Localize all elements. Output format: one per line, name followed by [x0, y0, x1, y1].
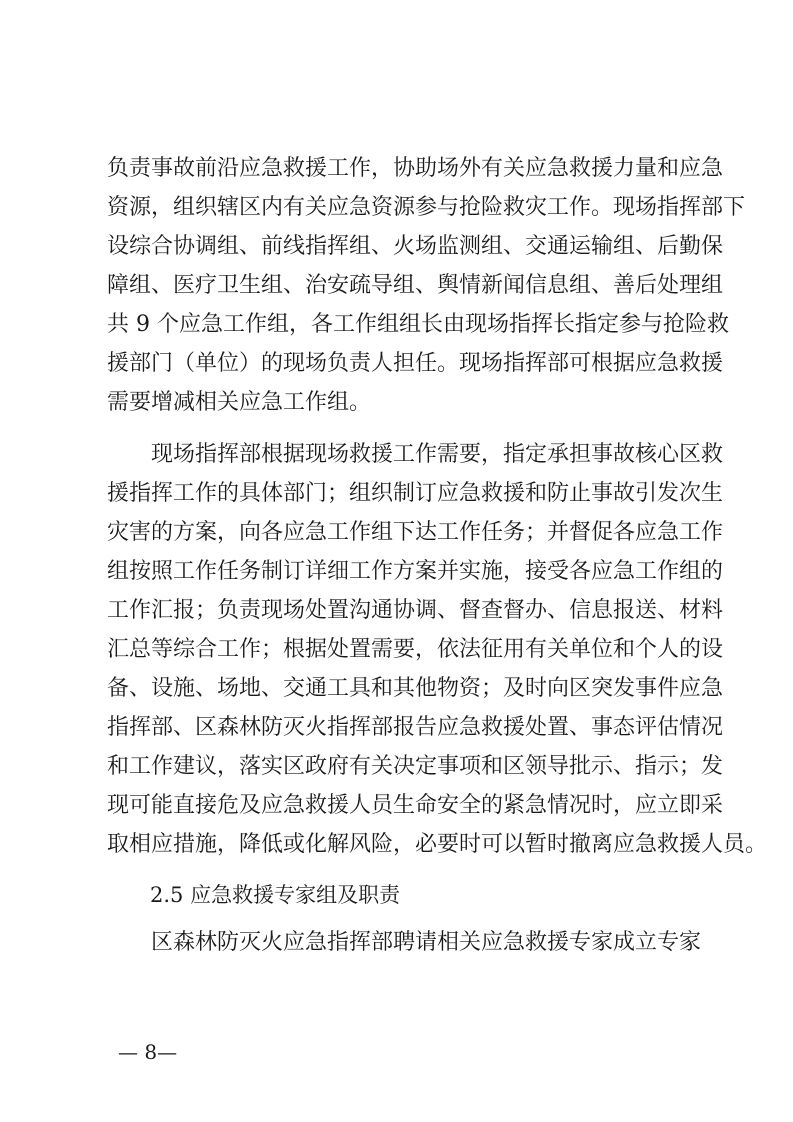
paragraph-1-line-7: 需要增减相关应急工作组。 [107, 390, 372, 415]
paragraph-2-line-1: 现场指挥部根据现场救援工作需要，指定承担事故核心区救 [107, 442, 724, 467]
paragraph-2-line-4: 组按照工作任务制订详细工作方案并实施，接受各应急工作组的 [107, 559, 724, 584]
paragraph-2-line-8: 指挥部、区森林防灭火指挥部报告应急救援处置、事态评估情况 [107, 715, 724, 740]
paragraph-2-line-11: 取相应措施，降低或化解风险，必要时可以暂时撤离应急救援人员。 [107, 832, 768, 857]
section-heading: 2.5 应急救援专家组及职责 [150, 883, 401, 907]
closing-paragraph-line-1: 区森林防灭火应急指挥部聘请相关应急救援专家成立专家 [107, 930, 702, 955]
page-number: — 8— [118, 1040, 178, 1064]
paragraph-2-line-9: 和工作建议，落实区政府有关决定事项和区领导批示、指示；发 [107, 754, 724, 779]
paragraph-2-line-3: 灾害的方案，向各应急工作组下达工作任务；并督促各应急工作 [107, 520, 724, 545]
paragraph-1-line-1: 负责事故前沿应急救援工作，协助场外有关应急救援力量和应急 [107, 156, 724, 181]
paragraph-2-line-10: 现可能直接危及应急救援人员生命安全的紧急情况时，应立即采 [107, 793, 724, 818]
paragraph-1-line-5: 共 9 个应急工作组，各工作组组长由现场指挥长指定参与抢险救 [107, 312, 729, 337]
paragraph-2-line-5: 工作汇报；负责现场处置沟通协调、督查督办、信息报送、材料 [107, 598, 724, 623]
paragraph-2-line-7: 备、设施、场地、交通工具和其他物资；及时向区突发事件应急 [107, 676, 724, 701]
paragraph-1-line-6: 援部门（单位）的现场负责人担任。现场指挥部可根据应急救援 [107, 351, 724, 376]
paragraph-1-line-3: 设综合协调组、前线指挥组、火场监测组、交通运输组、后勤保 [107, 234, 724, 259]
paragraph-2-line-2: 援指挥工作的具体部门；组织制订应急救援和防止事故引发次生 [107, 481, 724, 506]
paragraph-2-line-6: 汇总等综合工作；根据处置需要，依法征用有关单位和个人的设 [107, 637, 724, 662]
paragraph-1-line-4: 障组、医疗卫生组、治安疏导组、舆情新闻信息组、善后处理组 [107, 273, 724, 298]
paragraph-1-line-2: 资源，组织辖区内有关应急资源参与抢险救灾工作。现场指挥部下 [107, 195, 746, 220]
